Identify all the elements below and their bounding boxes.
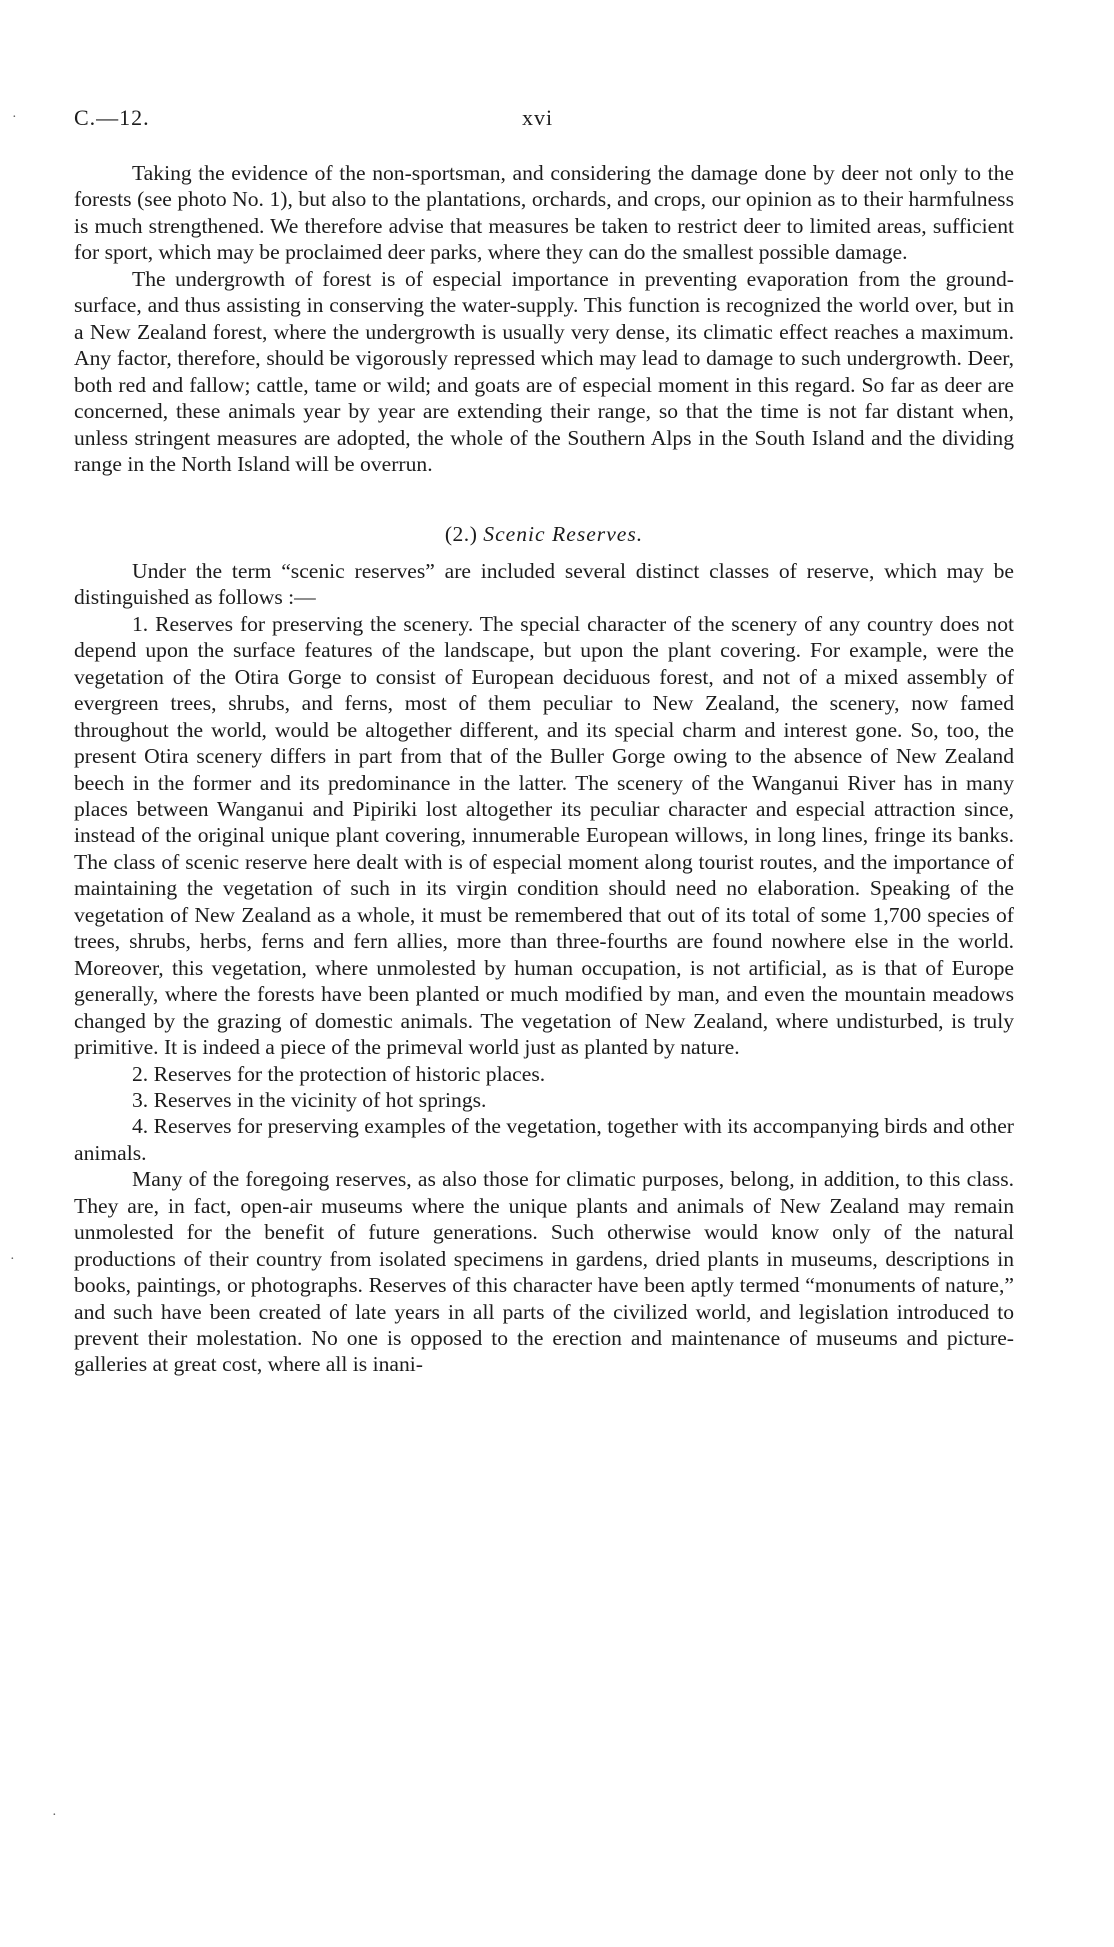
list-item-scenery: 1. Reserves for preserving the scenery. The special character of the scenery of any country does not depend upon the surface features of the landscape, but upon the plant covering. For example, were the vegetation of the Otira Gorge to consist of European deciduous forest, and not of a mixed assembly of evergreen trees, shrubs, and ferns, most of them peculiar to New Zealand, the scenery, now famed throughout the world, would be altogether different, and its special charm and interest gone. So, too, the present Otira scenery differs in part from that of the Buller Gorge owing to the absence of New Zealand beech in the former and its predominance in the latter. The scenery of the Wanganui River has in many places between Wanganui and Pipiriki lost altogether its peculiar character and especial attraction since, instead of the original unique plant covering, innumerable European willows, in long lines, fringe its banks. The class of scenic reserve here dealt with is of especial moment along tourist routes, and the importance of maintaining the vegetation of such in its virgin condition should need no elaboration. Speaking of the vegetation of New Zealand as a whole, it must be remembered that out of its total of some 1,700 species of trees, shrubs, herbs, ferns and fern allies, more than three-fourths are found nowhere else in the world. Moreover, this vegetation, where unmolested by human occupation, is not artificial, as is that of Europe generally, where the forests have been planted or much modified by man, and even the mountain meadows changed by the grazing of domestic animals. The vegetation of New Zealand, where undisturbed, is truly primitive. It is indeed a piece of the primeval world just as planted by nature. [74, 611, 1014, 1060]
section-number: (2.) [444, 522, 478, 547]
paragraph-scenic-intro: Under the term “scenic reserves” are included several distinct classes of reserve, which may be distinguished as follows :— [74, 558, 1014, 610]
document-reference: C.—12. [74, 105, 150, 130]
list-item-vegetation: 4. Reserves for preserving examples of the vegetation, together with its accompanying birds and other animals. [74, 1114, 1014, 1165]
body-text [74, 160, 1014, 1378]
paragraph-museums: Many of the foregoing reserves, as also those for climatic purposes, belong, in addition, to this class. They are, in fact, open-air museums where the unique plants and animals of New Zealand may remain unmolested for the benefit of future generations. Such otherwise would know only of the natural productions of their country from isolated specimens in gardens, dried plants in museums, descriptions in books, paintings, or photographs. Reserves of this character have been aptly termed “monuments of nature,” and such have been created of late years in all parts of the civilized world, and legislation introduced to prevent their molestation. No one is opposed to the erection and maintenance of museums and picture-galleries at great cost, where all is inani- [74, 1167, 1014, 1377]
list-item-hot-springs: 3. Reserves in the vicinity of hot springs. [132, 1087, 487, 1112]
section-title: Scenic Reserves. [483, 522, 644, 547]
section-heading [74, 521, 1014, 547]
paragraph-undergrowth: The undergrowth of forest is of especial importance in preventing evaporation from the ground-surface, and thus assisting in conserving the water-supply. This function is recognized the world over, but in a New Zealand forest, where the undergrowth is usually very dense, its climatic effect reaches a maximum. Any factor, therefore, should be vigorously repressed which may lead to damage to such undergrowth. Deer, both red and fallow; cattle, tame or wild; and goats are of especial moment in this regard. So far as deer are concerned, these animals year by year are extending their range, so that the time is not far distant when, unless stringent measures are adopted, the whole of the Southern Alps in the South Island and the dividing range in the North Island will be overrun. [74, 266, 1014, 476]
margin-speck: · [10, 1252, 15, 1267]
paragraph-deer-damage: Taking the evidence of the non-sportsman, and considering the damage done by deer not only to the forests (see photo No. 1), but also to the plantations, orchards, and crops, our opinion as to their harmfulness is much strengthened. We therefore advise that measures be taken to restrict deer to limited areas, sufficient for sport, which may be proclaimed deer parks, where they can do the smallest possible damage. [74, 161, 1014, 265]
margin-speck: · [12, 110, 17, 125]
page-header [74, 105, 1014, 135]
list-item-historic: 2. Reserves for the protection of historic places. [132, 1061, 546, 1086]
margin-speck: · [52, 1808, 57, 1823]
page-number: xvi [522, 105, 554, 130]
